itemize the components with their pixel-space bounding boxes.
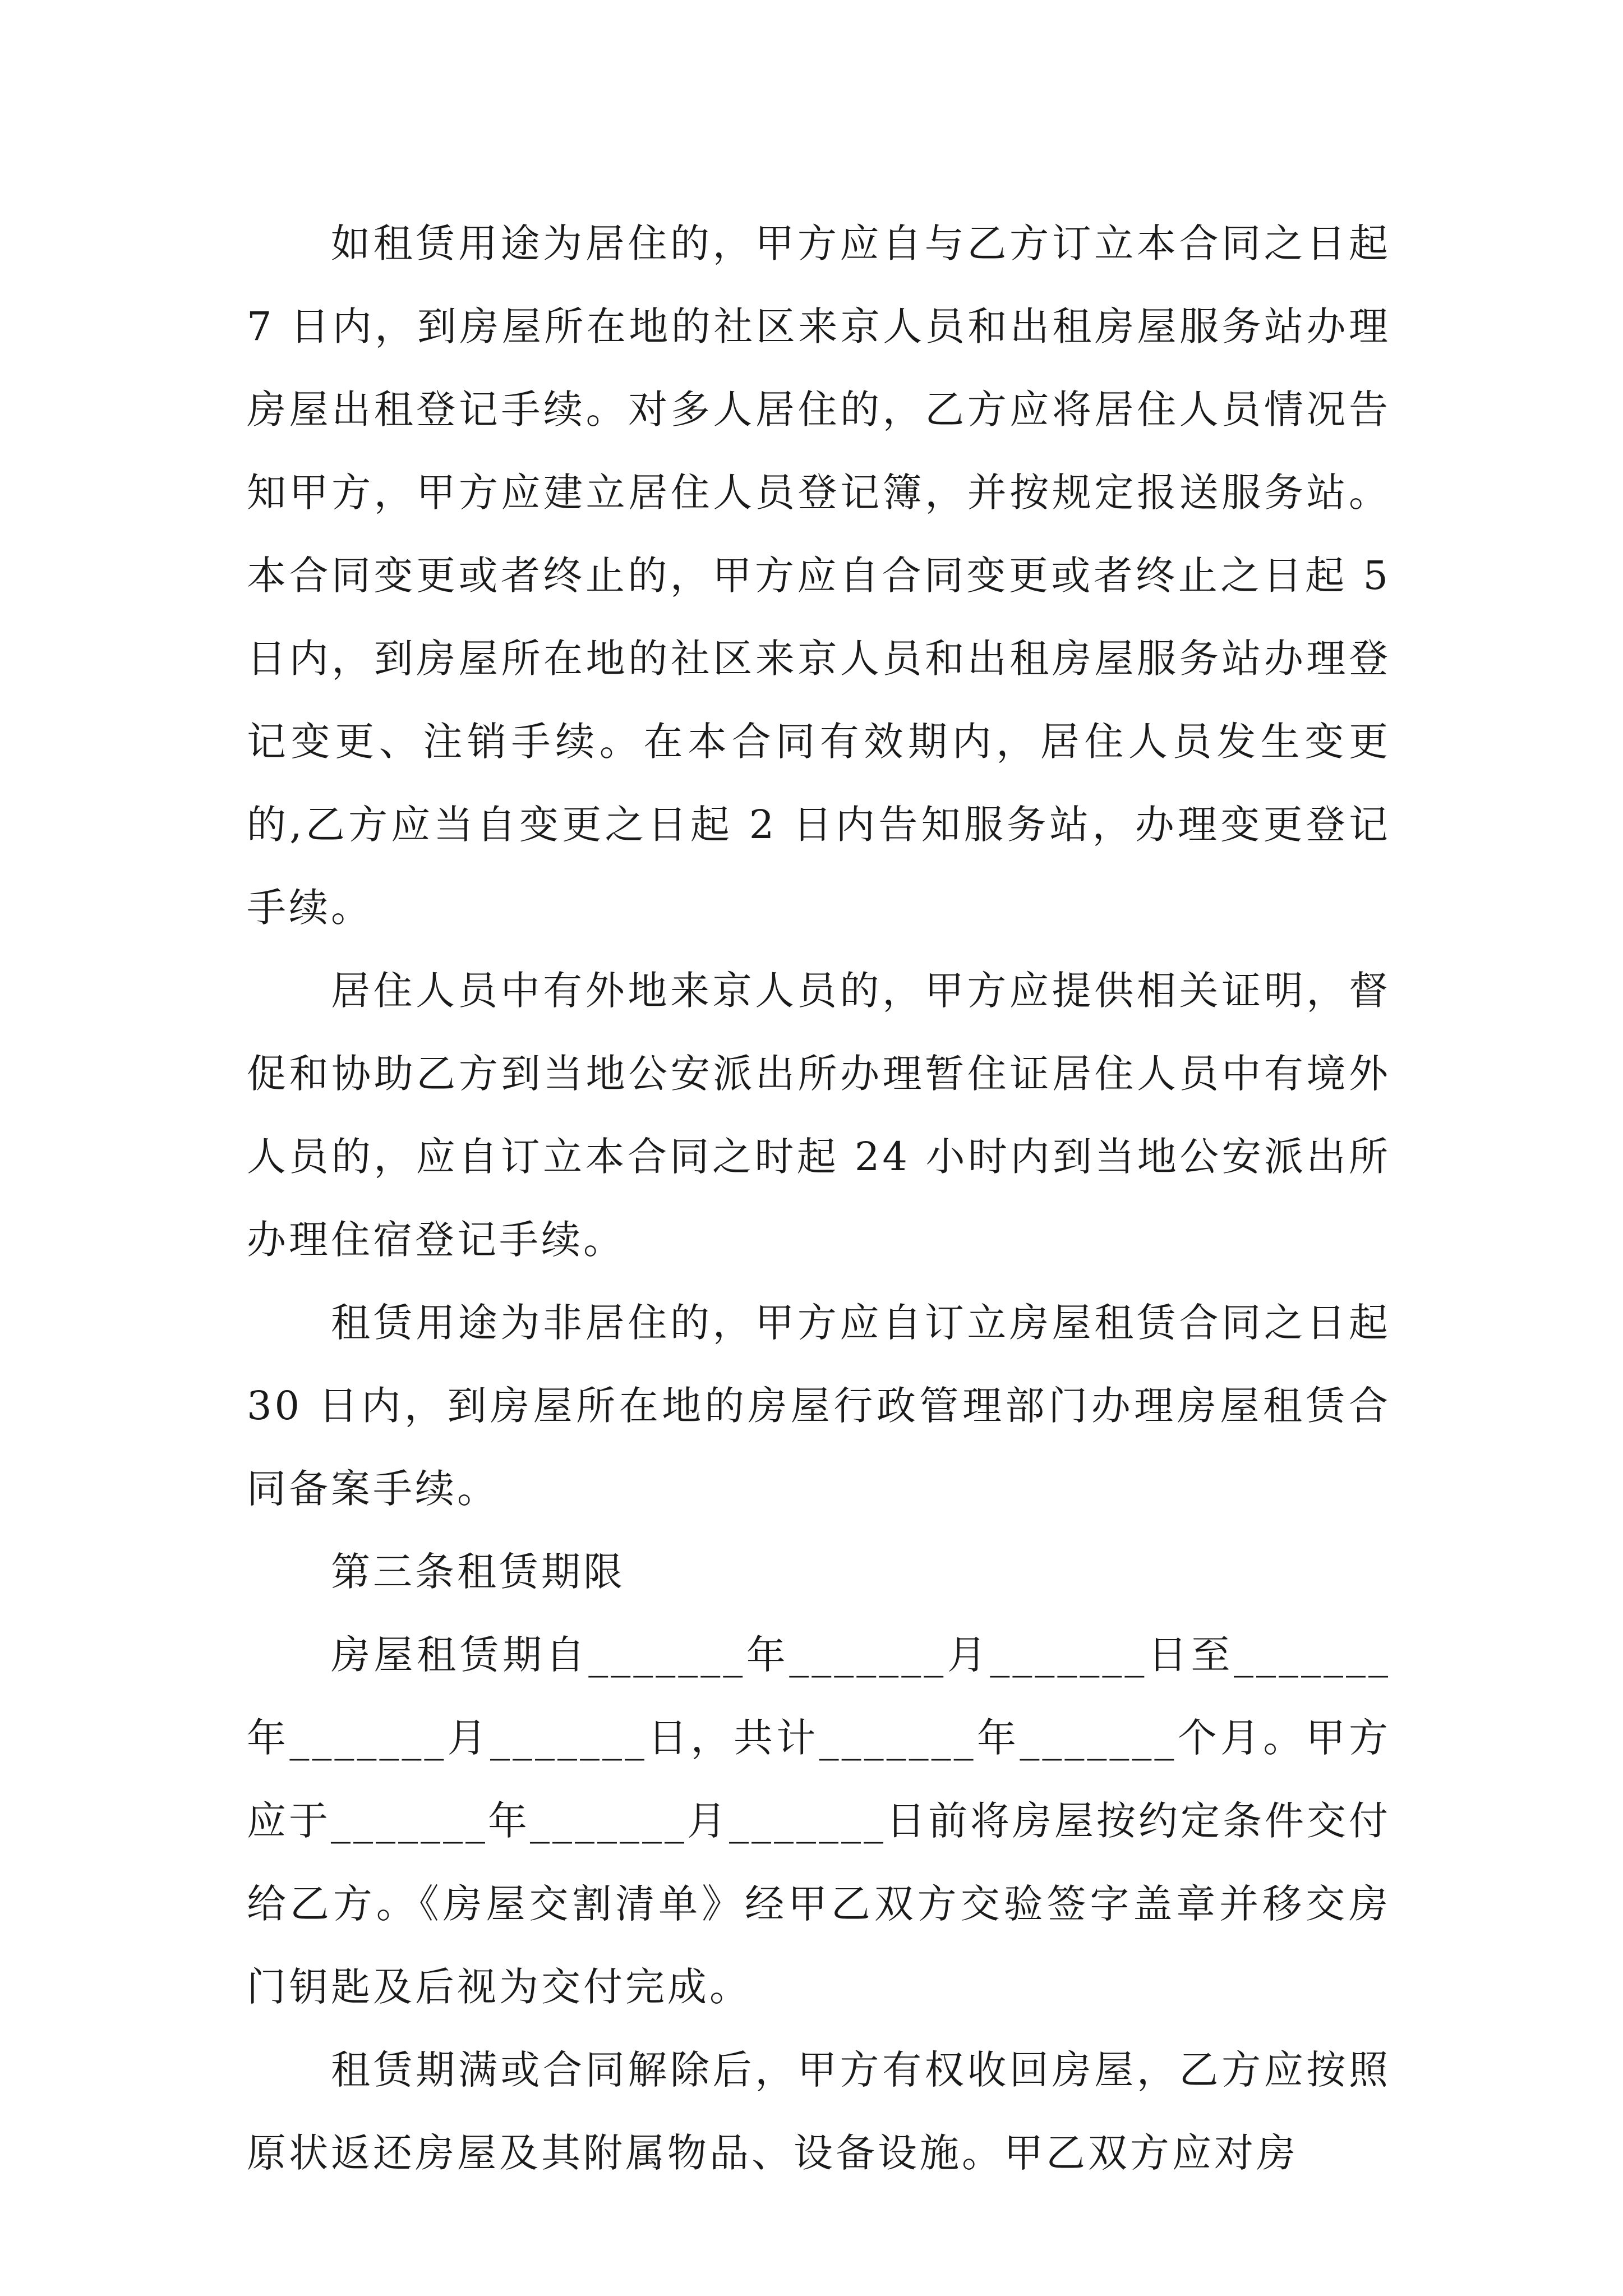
document-body xyxy=(247,202,1391,2194)
paragraph-residential-registration: 如租赁用途为居住的，甲方应自与乙方订立本合同之日起 7 日内，到房屋所在地的社区来京人员和出租房屋服务站办理房屋出租登记手续。对多人居住的，乙方应将居住人员情况告知甲方，甲方应建立居住人员登记簿，并按规定报送服务站。本合同变更或者终止的，甲方应自合同变更或者终止之日起 5 日内，到房屋所在地的社区来京人员和出租房屋服务站办理登记变更、注销手续。在本合同有效期内，居住人员发生变更的,乙方应当自变更之日起 2 日内告知服务站，办理变更登记手续。 xyxy=(247,220,1391,931)
section-heading-lease-term: 第三条租赁期限 xyxy=(331,1549,625,1595)
paragraph-nonresidential-filing: 租赁用途为非居住的，甲方应自订立房屋租赁合同之日起 30 日内，到房屋所在地的房屋行政管理部门办理房屋租赁合同备案手续。 xyxy=(247,1300,1391,1512)
paragraph-lease-period: 房屋租赁期自_______年_______月_______日至_______年_______月_______日，共计_______年_______个月。甲方应于_______年_______月_______日前将房屋按约定条件交付给乙方。《房屋交割清单》经甲乙双方交验签字盖章并移交房门钥匙及后视为交付完成。 xyxy=(247,1632,1391,2010)
paragraph-nonlocal-residents: 居住人员中有外地来京人员的，甲方应提供相关证明，督促和协助乙方到当地公安派出所办理暂住证居住人员中有境外人员的，应自订立本合同之时起 24 小时内到当地公安派出所办理住宿登记手续。 xyxy=(247,968,1391,1263)
paragraph-lease-expiry: 租赁期满或合同解除后，甲方有权收回房屋，乙方应按照原状返还房屋及其附属物品、设备设施。甲乙双方应对房 xyxy=(247,2047,1391,2176)
